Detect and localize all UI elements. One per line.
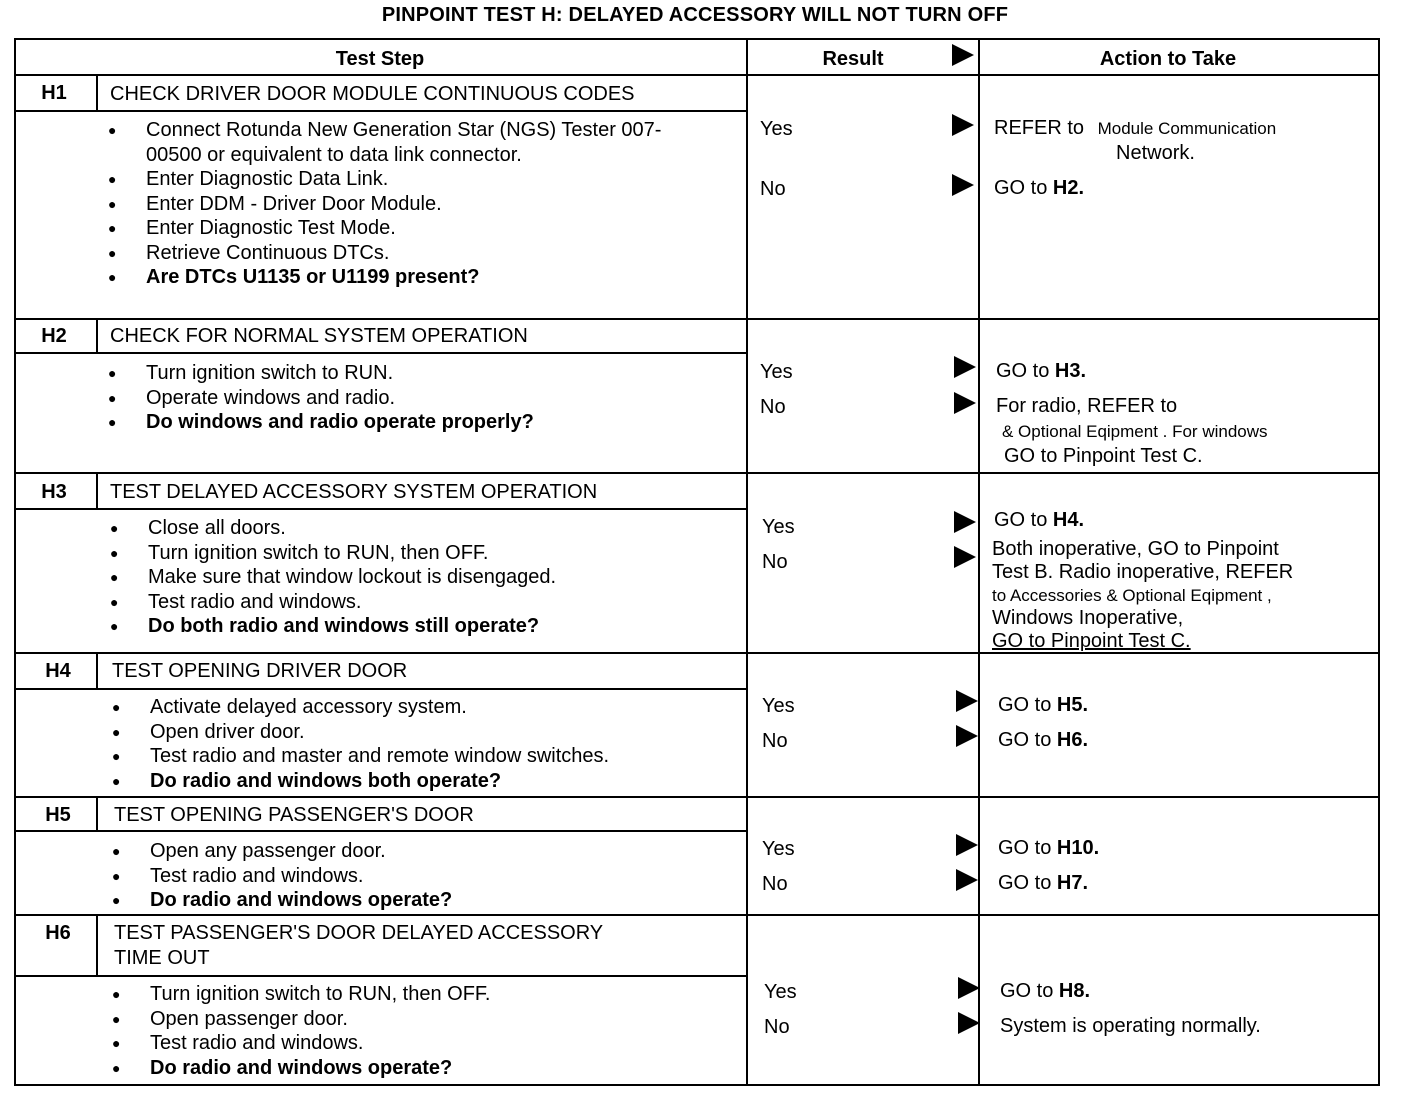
arrow-icon	[954, 511, 976, 533]
list-item: ● Do windows and radio operate properly?	[108, 410, 728, 435]
list-item: ● Activate delayed accessory system.	[112, 695, 742, 720]
action-text: GO to	[994, 509, 1048, 531]
action-text: For radio, REFER to	[996, 395, 1178, 417]
step-id: H4	[45, 660, 71, 682]
row-divider	[14, 914, 1380, 916]
arrow-icon	[952, 114, 974, 136]
result-no: No	[762, 551, 788, 573]
result-yes: Yes	[762, 695, 795, 717]
column-divider	[978, 38, 980, 1086]
list-item: ● Turn ignition switch to RUN, then OFF.	[110, 541, 730, 566]
action-text: REFER to	[994, 117, 1085, 139]
arrow-icon	[954, 546, 976, 568]
action-no	[996, 394, 1268, 469]
list-item: ● Turn ignition switch to RUN, then OFF.	[112, 982, 732, 1007]
step-instructions	[108, 118, 668, 290]
action-no	[994, 176, 1084, 200]
action-text: GO to	[1000, 980, 1054, 1002]
list-item: ● Enter DDM - Driver Door Module.	[108, 192, 668, 217]
step-id: H6	[45, 922, 71, 944]
action-text: Network.	[1116, 142, 1195, 164]
arrow-icon	[956, 834, 978, 856]
step-title-underline	[14, 110, 746, 112]
step-title-underline	[14, 352, 746, 354]
step-id-divider	[96, 74, 98, 112]
header-divider	[14, 74, 1380, 76]
action-text: GO to Pinpoint Test C.	[1004, 445, 1203, 467]
result-yes: Yes	[760, 118, 793, 140]
step-title-underline	[14, 975, 746, 977]
header-result: Result	[822, 48, 884, 70]
step-title	[114, 921, 603, 971]
step-id: H5	[45, 804, 71, 826]
row-divider	[14, 796, 1380, 798]
result-no: No	[760, 396, 786, 418]
step-title: TEST DELAYED ACCESSORY SYSTEM OPERATION	[110, 481, 598, 503]
step-title: CHECK DRIVER DOOR MODULE CONTINUOUS CODES	[110, 83, 635, 105]
step-reference: H8.	[1058, 980, 1091, 1002]
action-text: to Accessories & Optional Eqipment ,	[992, 586, 1272, 605]
result-yes: Yes	[762, 516, 795, 538]
step-id: H1	[41, 82, 67, 104]
action-text: GO to	[996, 360, 1050, 382]
column-divider	[746, 38, 748, 1086]
row-divider	[14, 472, 1380, 474]
action-yes	[1000, 979, 1090, 1003]
list-item: ● Open passenger door.	[112, 1007, 732, 1032]
list-item: ● Connect Rotunda New Generation Star (NGS) Tester 007-00500 or equivalent to data link connector.	[108, 118, 668, 167]
step-title: TEST OPENING DRIVER DOOR	[112, 660, 408, 682]
action-text: GO to	[998, 872, 1052, 894]
step-id-divider	[96, 472, 98, 510]
list-item: ● Do radio and windows operate?	[112, 888, 732, 913]
list-item: ● Test radio and master and remote window switches.	[112, 744, 742, 769]
row-divider	[14, 318, 1380, 320]
action-text: GO to	[998, 837, 1052, 859]
list-item: ● Turn ignition switch to RUN.	[108, 361, 728, 386]
list-item: ● Are DTCs U1135 or U1199 present?	[108, 265, 668, 290]
action-yes	[998, 836, 1099, 860]
action-yes	[996, 359, 1086, 383]
list-item: ● Open any passenger door.	[112, 839, 732, 864]
step-instructions	[112, 982, 732, 1080]
list-item: ● Close all doors.	[110, 516, 730, 541]
step-reference: H5.	[1056, 694, 1089, 716]
step-reference: H4.	[1052, 509, 1085, 531]
arrow-icon	[954, 356, 976, 378]
result-no: No	[764, 1016, 790, 1038]
list-item: ● Open driver door.	[112, 720, 742, 745]
arrow-icon	[956, 725, 978, 747]
action-no	[998, 871, 1088, 895]
action-text: GO to	[998, 694, 1052, 716]
action-no	[998, 728, 1088, 752]
step-title-underline	[14, 508, 746, 510]
list-item: ● Do radio and windows operate?	[112, 1056, 732, 1081]
header-test-step: Test Step	[335, 48, 425, 70]
list-item: ● Test radio and windows.	[112, 864, 732, 889]
step-title: CHECK FOR NORMAL SYSTEM OPERATION	[110, 325, 528, 347]
list-item: ● Enter Diagnostic Data Link.	[108, 167, 668, 192]
arrow-icon	[952, 174, 974, 196]
arrow-icon	[958, 977, 980, 999]
list-item: ● Do radio and windows both operate?	[112, 769, 742, 794]
action-yes	[998, 693, 1088, 717]
action-text: Test B. Radio inoperative, REFER	[992, 561, 1294, 583]
action-text: Both inoperative, GO to Pinpoint	[992, 538, 1279, 560]
action-text: Module Communication	[1097, 119, 1277, 138]
action-text: GO to Pinpoint Test C.	[992, 630, 1191, 652]
action-no: System is operating normally.	[1000, 1015, 1261, 1037]
action-text: Windows Inoperative,	[992, 607, 1184, 629]
step-reference: H6.	[1056, 729, 1089, 751]
list-item: ● Do both radio and windows still operate?	[110, 614, 730, 639]
result-yes: Yes	[762, 838, 795, 860]
step-instructions	[112, 839, 732, 913]
arrow-icon	[956, 690, 978, 712]
arrow-icon	[958, 1012, 980, 1034]
step-reference: H10.	[1056, 837, 1100, 859]
list-item: ● Retrieve Continuous DTCs.	[108, 241, 668, 266]
result-no: No	[762, 873, 788, 895]
list-item: ● Test radio and windows.	[110, 590, 730, 615]
action-text: GO to	[994, 177, 1048, 199]
action-text: & Optional Eqipment . For windows	[1002, 422, 1268, 441]
step-instructions	[110, 516, 730, 639]
arrow-icon	[954, 392, 976, 414]
step-id: H2	[41, 325, 67, 347]
step-title-line: TEST PASSENGER'S DOOR DELAYED ACCESSORY	[114, 922, 604, 944]
result-no: No	[762, 730, 788, 752]
header-arrow-icon	[952, 44, 974, 66]
step-title-underline	[14, 830, 746, 832]
step-reference: H7.	[1056, 872, 1089, 894]
header-action: Action to Take	[1099, 48, 1237, 70]
step-title: TEST OPENING PASSENGER'S DOOR	[114, 804, 474, 826]
action-yes	[994, 508, 1084, 532]
step-instructions	[108, 361, 728, 435]
action-yes	[994, 116, 1276, 165]
list-item: ● Make sure that window lockout is disengaged.	[110, 565, 730, 590]
step-id: H3	[41, 481, 67, 503]
step-reference: H2.	[1052, 177, 1085, 199]
list-item: ● Test radio and windows.	[112, 1031, 732, 1056]
step-title-underline	[14, 688, 746, 690]
list-item: ● Operate windows and radio.	[108, 386, 728, 411]
result-yes: Yes	[764, 981, 797, 1003]
list-item: ● Enter Diagnostic Test Mode.	[108, 216, 668, 241]
step-title-line: TIME OUT	[114, 947, 210, 969]
page-title: PINPOINT TEST H: DELAYED ACCESSORY WILL NOT TURN OFF	[381, 4, 1009, 26]
step-reference: H3.	[1054, 360, 1087, 382]
step-id-divider	[96, 318, 98, 354]
result-yes: Yes	[760, 361, 793, 383]
arrow-icon	[956, 869, 978, 891]
result-no: No	[760, 178, 786, 200]
action-no	[992, 538, 1293, 653]
action-text: GO to	[998, 729, 1052, 751]
step-instructions	[112, 695, 742, 793]
